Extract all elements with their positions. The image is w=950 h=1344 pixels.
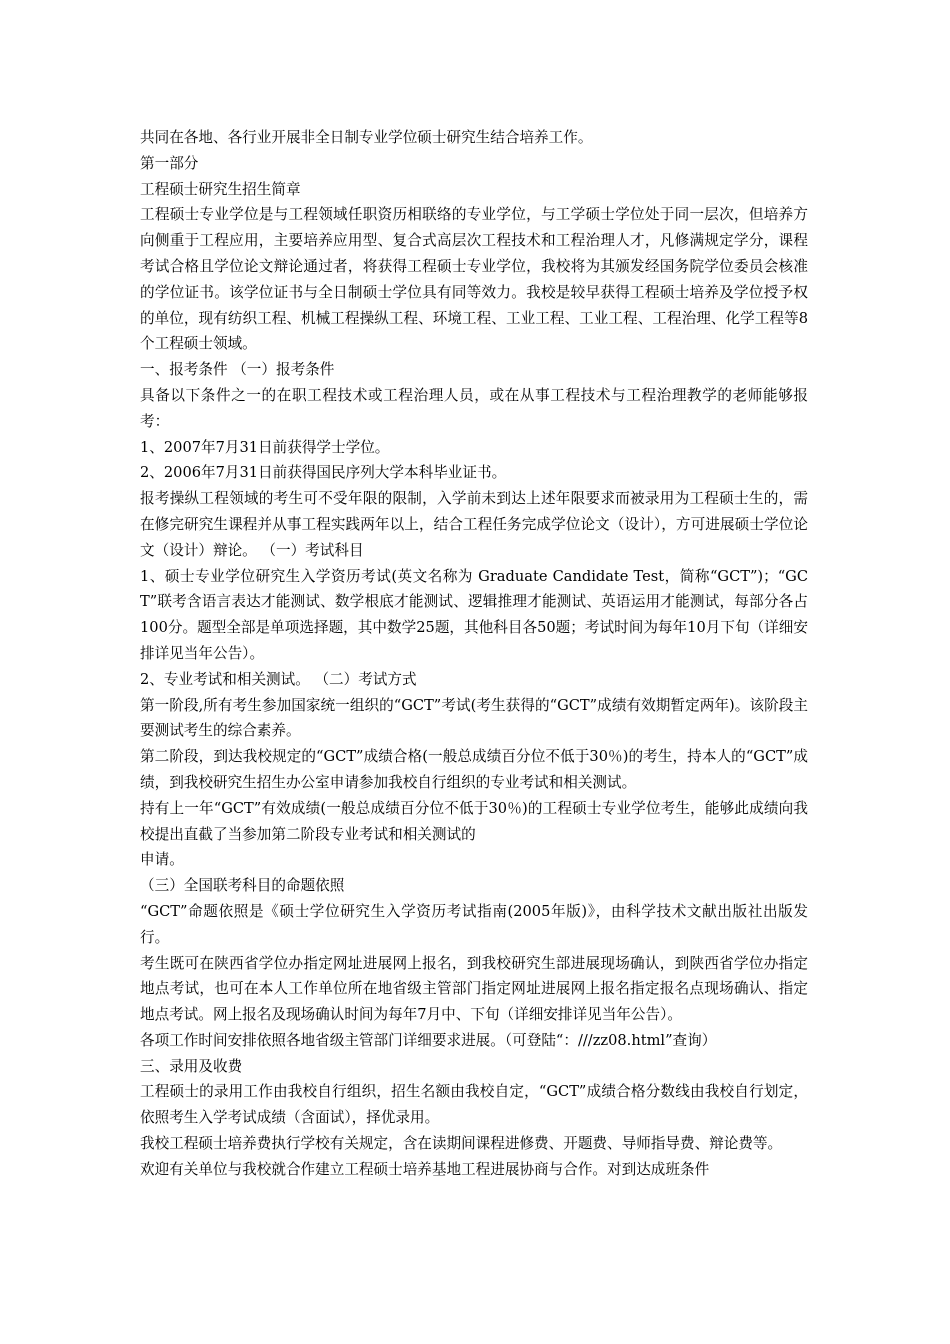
- list-item-undergraduate-diploma: 2、2006年7月31日前获得国民序列大学本科毕业证书。: [140, 464, 507, 482]
- paragraph-intro-line: 共同在各地、各行业开展非全日制专业学位硕士研究生结合培养工作。: [140, 129, 593, 146]
- heading-admission-fees: 三、录用及收费: [140, 1057, 243, 1075]
- heading-exam-basis: （三）全国联考科目的命题依照: [140, 877, 345, 895]
- paragraph-admission: 工程硕士的录用工作由我校自行组织，招生名额由我校自定，“GCT”成绩合格分数线由我校自行划定，依照考生入学考试成绩（含面试），择优录用。: [140, 1083, 808, 1127]
- document-body: [140, 125, 808, 1183]
- section-heading-part-one: 第一部分: [140, 154, 199, 172]
- paragraph-application-word: 申请。: [140, 851, 184, 869]
- document-title: 工程硕士研究生招生简章: [140, 180, 301, 198]
- paragraph-fees: 我校工程硕士培养费执行学校有关规定，含在读期间课程进修费、开题费、导师指导费、辩论费等。: [140, 1135, 783, 1153]
- paragraph-control-engineering: 报考操纵工程领域的考生可不受年限的限制，入学前未到达上述年限要求而被录用为工程硕士生的，需在修完研究生课程并从事工程实践两年以上，结合工程任务完成学位论文（设计），方可进展硕士学位论文（设计）辩论。 （一）考试科目: [140, 490, 808, 559]
- list-item-bachelor-degree: 1、2007年7月31日前获得学士学位。: [140, 438, 390, 456]
- paragraph-stage-two: 第二阶段，到达我校规定的“GCT”成绩合格(一般总成绩百分位不低于30％)的考生，持本人的“GCT”成绩，到我校研究生招生办公室申请参加我校自行组织的专业考试和相关测试。: [140, 748, 808, 791]
- list-item-professional-exam: 2、专业考试和相关测试。 （二）考试方式: [140, 670, 417, 688]
- paragraph-gct-guide: “GCT”命题依照是《硕士学位研究生入学资历考试指南(2005年版)》，由科学技术文献出版社出版发行。: [140, 902, 808, 946]
- paragraph-stage-one: 第一阶段,所有考生参加国家统一组织的“GCT”考试(考生获得的“GCT”成绩有效期暂定两年)。该阶段主要测试考生的综合素养。: [140, 696, 808, 740]
- heading-application-conditions: 一、报考条件 （一）报考条件: [140, 361, 335, 379]
- paragraph-schedule: 各项工作时间安排依照各地省级主管部门详细要求进展。（可登陆“：///zz08.html”查询）: [140, 1031, 717, 1049]
- paragraph-eligibility: 具备以下条件之一的在职工程技术或工程治理人员，或在从事工程技术与工程治理教学的老师能够报考：: [140, 386, 808, 430]
- paragraph-registration: 考生既可在陕西省学位办指定网址进展网上报名，到我校研究生部进展现场确认，到陕西省学位办指定地点考试，也可在本人工作单位所在地省级主管部门指定网址进展网上报名指定报名点现场确认、指定地点考试。网上报名及现场确认时间为每年7月中、下旬（详细安排详见当年公告）。: [140, 954, 808, 1024]
- paragraph-previous-year-score: 持有上一年“GCT”有效成绩(一般总成绩百分位不低于30％)的工程硕士专业学位考生，能够此成绩向我校提出直截了当参加第二阶段专业考试和相关测试的: [140, 799, 808, 843]
- paragraph-cooperation: 欢迎有关单位与我校就合作建立工程硕士培养基地工程进展协商与合作。对到达成班条件: [140, 1160, 710, 1178]
- paragraph-degree-overview: 工程硕士专业学位是与工程领域任职资历相联络的专业学位，与工学硕士学位处于同一层次，但培养方向侧重于工程应用，主要培养应用型、复合式高层次工程技术和工程治理人才，凡修满规定学分，课程考试合格且学位论文辩论通过者，将获得工程硕士专业学位，我校将为其颁发经国务院学位委员会核准的学位证书。该学位证书与全日制硕士学位具有同等效力。我校是较早获得工程硕士培养及学位授予权的单位，现有纺织工程、机械工程操纵工程、环境工程、工业工程、工业工程、工程治理、化学工程等8个工程硕士领域。: [140, 206, 808, 353]
- paragraph-gct-exam: 1、硕士专业学位研究生入学资历考试(英文名称为 Graduate Candidate Test，简称“GCT”)；“GCT”联考含语言表达才能测试、数学根底才能测试、逻辑推理才能测试、英语运用才能测试，每部分各占100分。题型全部是单项选择题，其中数学25题，其他科目各50题；考试时间为每年10月下旬（详细安排详见当年公告）。: [140, 567, 808, 662]
